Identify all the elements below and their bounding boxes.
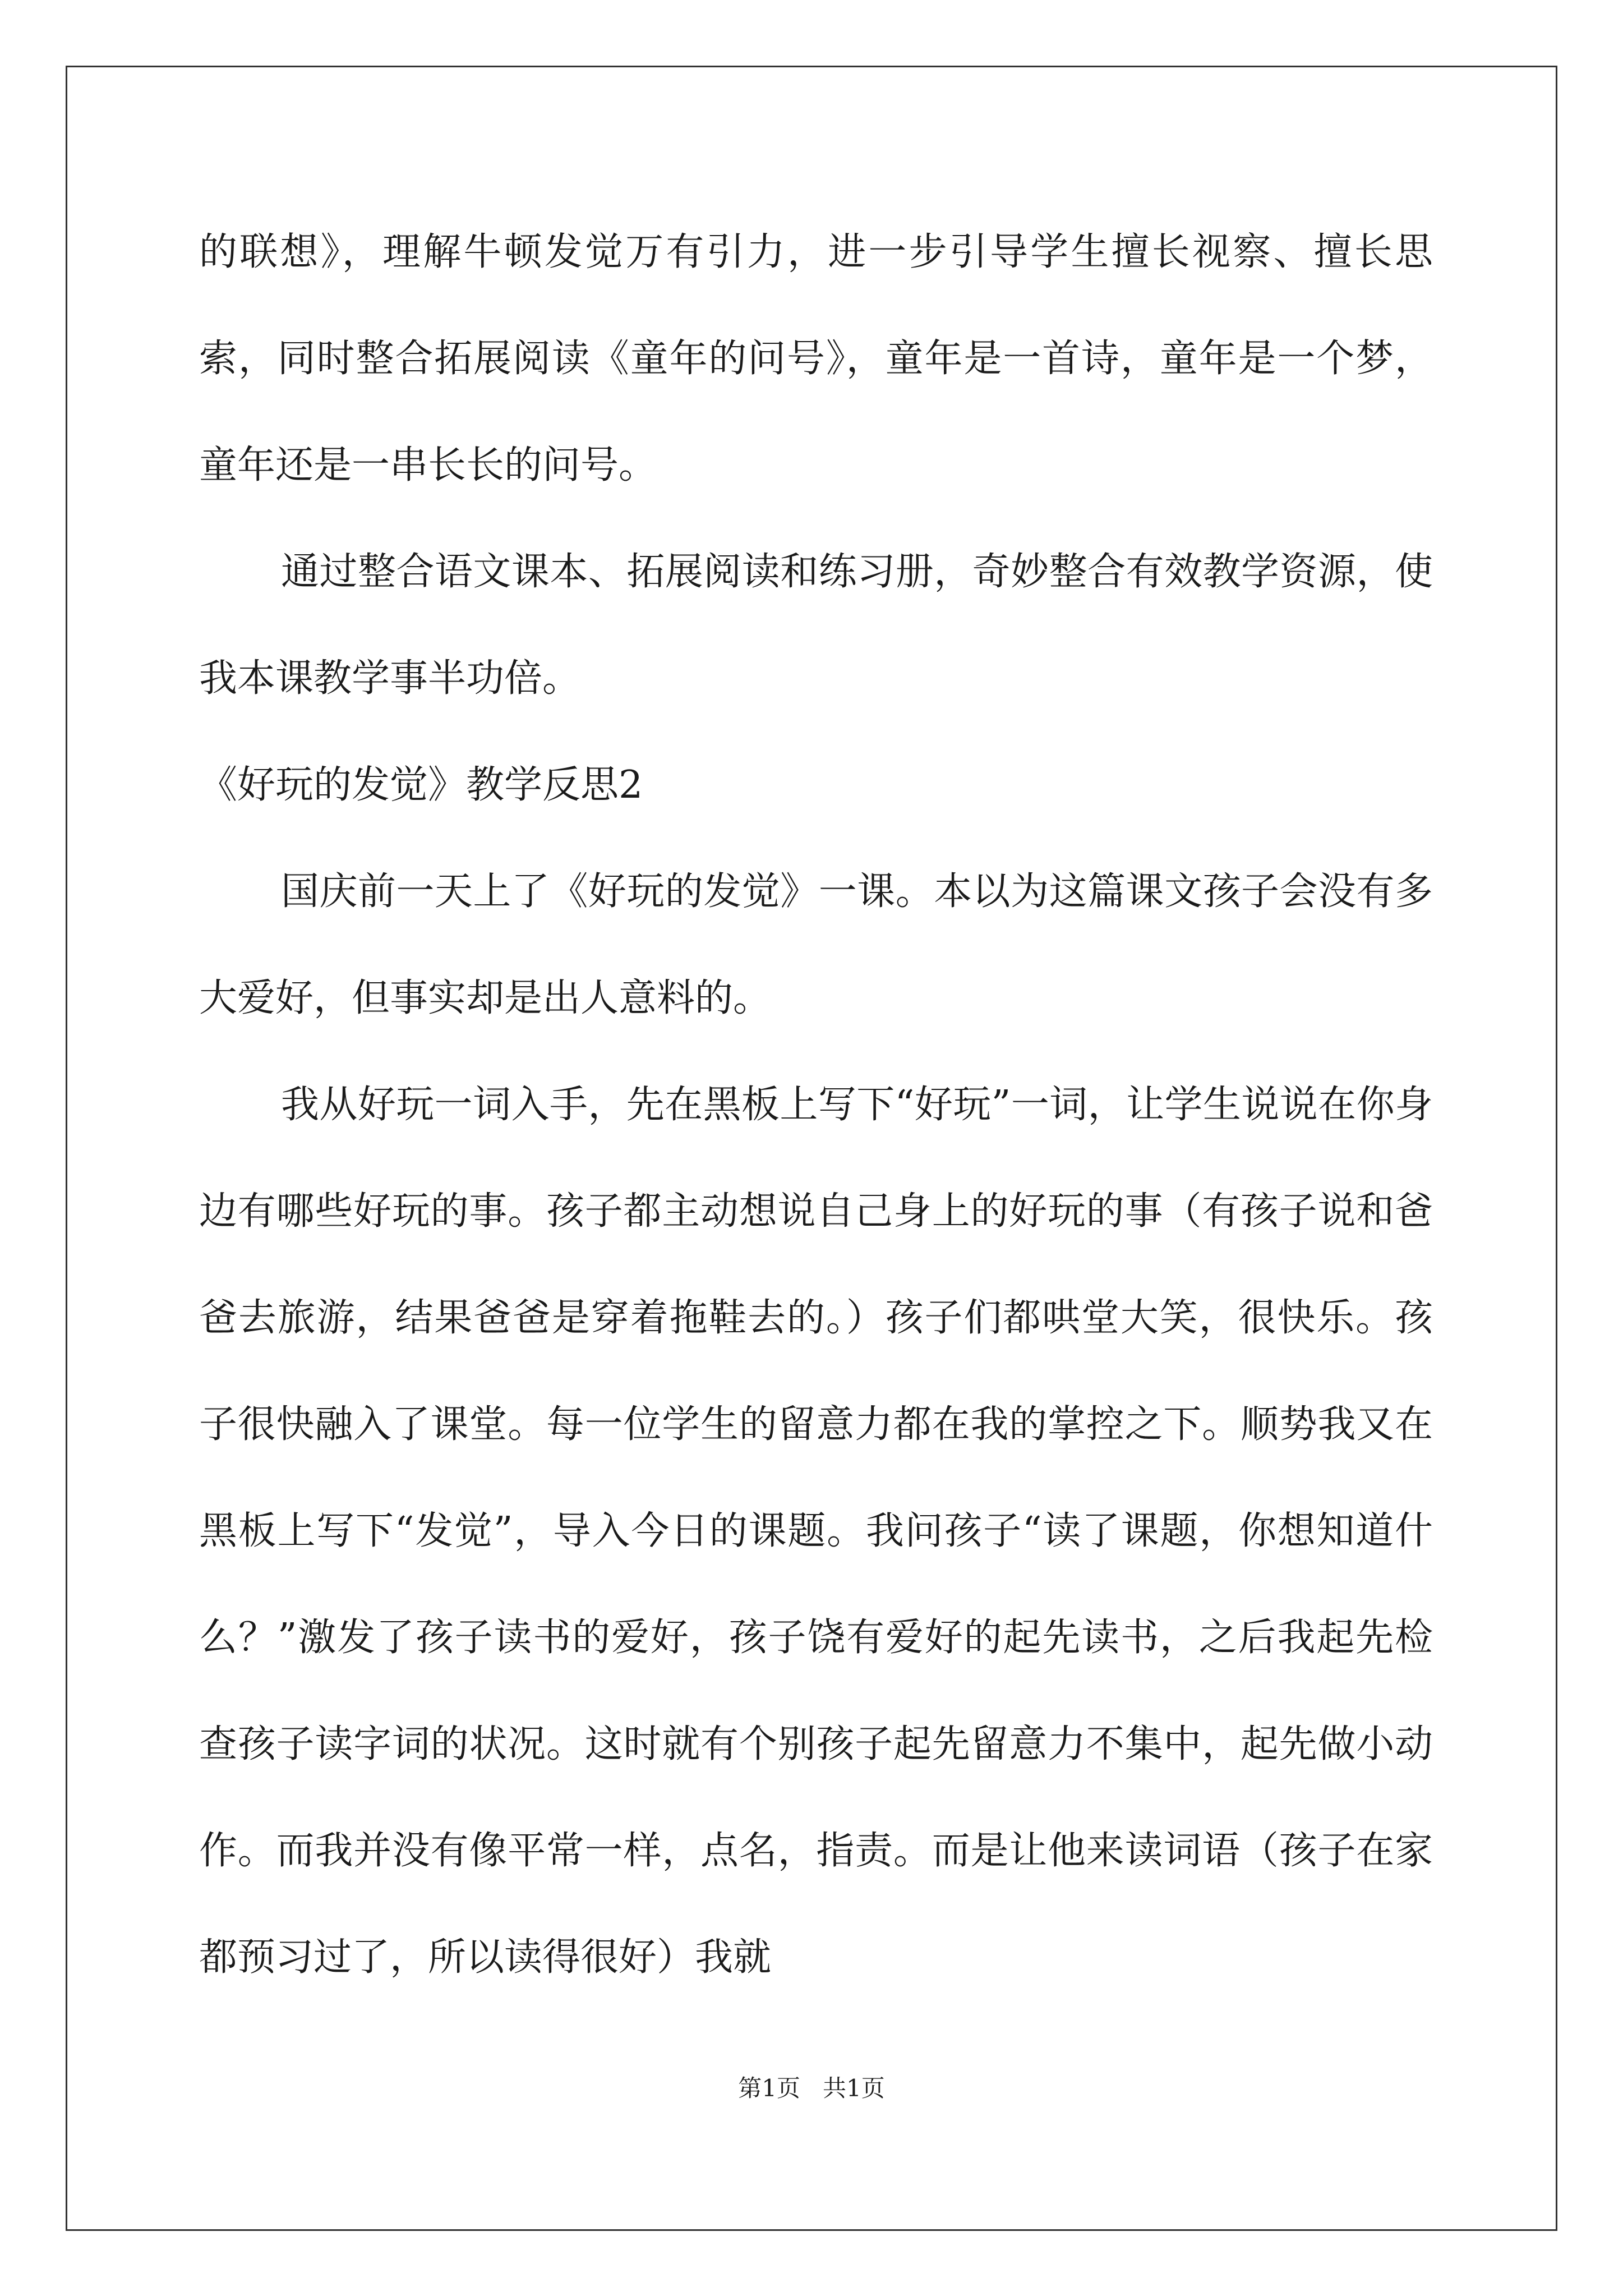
- paragraph: 通过整合语文课本、拓展阅读和练习册，奇妙整合有效教学资源，使我本课教学事半功倍。: [199, 550, 1433, 701]
- paragraph-continuation: 的联想》，理解牛顿发觉万有引力，进一步引导学生擅长视察、擅长思索，同时整合拓展阅读《童年的问号》，童年是一首诗，童年是一个梦，童年还是一串长长的问号。: [199, 230, 1433, 487]
- section-heading: 《好玩的发觉》教学反思2: [199, 763, 643, 807]
- paragraph: 我从好玩一词入手，先在黑板上写下“好玩”一词，让学生说说在你身边有哪些好玩的事。孩子都主动想说自己身上的好玩的事（有孩子说和爸爸去旅游，结果爸爸是穿着拖鞋去的。）孩子们都哄堂大笑，很快乐。孩子很快融入了课堂。每一位学生的留意力都在我的掌控之下。顺势我又在黑板上写下“发觉”，导入今日的课题。我问孩子“读了课题，你想知道什么？”激发了孩子读书的爱好，孩子饶有爱好的起先读书，之后我起先检查孩子读字词的状况。这时就有个别孩子起先留意力不集中，起先做小动作。而我并没有像平常一样，点名，指责。而是让他来读词语（孩子在家都预习过了，所以读得很好）我就: [199, 1083, 1433, 1980]
- page-total: 共1页: [823, 2074, 885, 2102]
- page-number: 第1页: [738, 2074, 800, 2102]
- paragraph: 国庆前一天上了《好玩的发觉》一课。本以为这篇课文孩子会没有多大爱好，但事实却是出人意料的。: [199, 869, 1433, 1020]
- document-body: [199, 199, 1433, 2011]
- page-footer: [0, 2070, 1623, 2104]
